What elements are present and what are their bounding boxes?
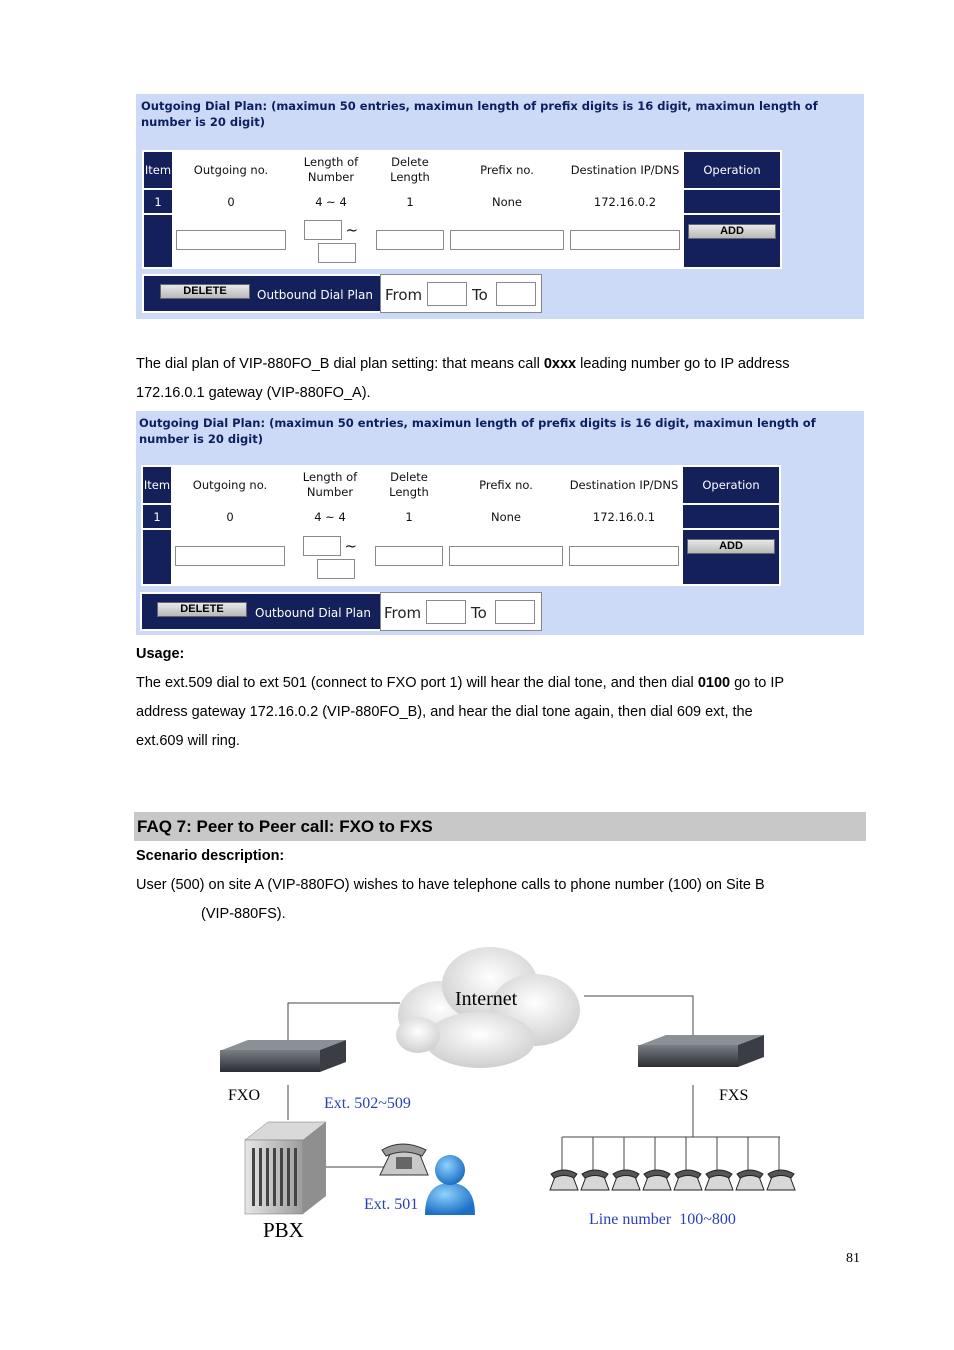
row-delete-length: 1 xyxy=(373,505,445,528)
row-item: 1 xyxy=(144,190,172,213)
scenario-heading: Scenario description: xyxy=(136,848,285,864)
header-outgoing: Outgoing no. xyxy=(174,152,288,188)
phone-icon xyxy=(550,1170,578,1190)
fxs-phones xyxy=(550,1170,795,1190)
panel-title: Outgoing Dial Plan: (maximun 50 entries, maximun length of prefix digits is 16 digit, maximun length of number is 20 digit) xyxy=(141,99,818,129)
phone-icon xyxy=(674,1170,702,1190)
row-prefix: None xyxy=(448,190,566,213)
row-destination: 172.16.0.1 xyxy=(567,505,681,528)
row-outgoing: 0 xyxy=(173,505,287,528)
phone-icon xyxy=(705,1170,733,1190)
header-item: Item xyxy=(144,152,172,188)
phone-icon xyxy=(767,1170,795,1190)
header-delete-length: Delete Length xyxy=(374,152,446,188)
to-label: To xyxy=(472,286,488,304)
row-length: 4 ~ 4 xyxy=(289,505,371,528)
add-button[interactable]: ADD xyxy=(687,539,775,554)
usage-heading: Usage: xyxy=(136,646,185,662)
from-label: From xyxy=(384,604,422,622)
from-label: From xyxy=(385,286,423,304)
fxs-gateway-icon xyxy=(638,1035,764,1067)
row-outgoing: 0 xyxy=(174,190,288,213)
row-prefix: None xyxy=(447,505,565,528)
header-operation: Operation xyxy=(683,467,779,503)
header-outgoing: Outgoing no. xyxy=(173,467,287,503)
ext501-label: Ext. 501 xyxy=(364,1196,419,1213)
scenario-section: Scenario description: User (500) on site A (VIP-880FO) wishes to have telephone calls to phone number (100) on Site B (VIP-880FS). xyxy=(136,848,765,922)
header-item: Item xyxy=(143,467,171,503)
faq-heading: FAQ 7: Peer to Peer call: FXO to FXS xyxy=(134,812,866,841)
header-length: Length of Number xyxy=(290,152,372,188)
header-prefix: Prefix no. xyxy=(448,152,566,188)
panel-title: Outgoing Dial Plan: (maximun 50 entries, maximun length of prefix digits is 16 digit, maximun length of number is 20 digit) xyxy=(139,416,816,446)
phone-icon xyxy=(380,1144,428,1175)
delete-button[interactable]: DELETE xyxy=(160,284,250,299)
ext-range-label: Ext. 502~509 xyxy=(324,1095,411,1112)
pbx-label: PBX xyxy=(263,1218,304,1242)
fxs-label: FXS xyxy=(719,1087,749,1104)
row-delete-length: 1 xyxy=(374,190,446,213)
page-number: 81 xyxy=(846,1251,860,1266)
internet-label: Internet xyxy=(455,988,518,1010)
tilde: ~ xyxy=(344,536,358,555)
header-destination: Destination IP/DNS xyxy=(568,152,682,188)
tilde: ~ xyxy=(345,220,359,239)
outbound-label: Outbound Dial Plan xyxy=(255,606,371,620)
phone-icon xyxy=(581,1170,609,1190)
to-label: To xyxy=(471,604,487,622)
header-destination: Destination IP/DNS xyxy=(567,467,681,503)
header-operation: Operation xyxy=(684,152,780,188)
usage-section: Usage: The ext.509 dial to ext 501 (connect to FXO port 1) will hear the dial tone, and then dial 0100 go to IP address gateway 172.16.0.2 (VIP-880FO_B), and hear the dial tone again, then dial 609 ext, the ext.609 will ring. xyxy=(136,646,785,749)
outbound-label: Outbound Dial Plan xyxy=(257,288,373,302)
header-prefix: Prefix no. xyxy=(447,467,565,503)
user-icon xyxy=(425,1155,475,1215)
add-button[interactable]: ADD xyxy=(688,224,776,239)
delete-button[interactable]: DELETE xyxy=(157,602,247,617)
fxo-gateway-icon xyxy=(220,1040,346,1072)
row-destination: 172.16.0.2 xyxy=(568,190,682,213)
row-item: 1 xyxy=(143,505,171,528)
paragraph-dial-plan: The dial plan of VIP-880FO_B dial plan setting: that means call 0xxx leading number go to IP address 172.16.0.1 gateway (VIP-880FO_A). xyxy=(136,356,790,401)
phone-icon xyxy=(736,1170,764,1190)
header-delete-length: Delete Length xyxy=(373,467,445,503)
fxo-label: FXO xyxy=(228,1087,261,1104)
pbx-icon xyxy=(245,1122,326,1214)
phone-icon xyxy=(643,1170,671,1190)
row-length: 4 ~ 4 xyxy=(290,190,372,213)
header-length: Length of Number xyxy=(289,467,371,503)
line-number-label: Line number 100~800 xyxy=(589,1211,736,1228)
phone-icon xyxy=(612,1170,640,1190)
